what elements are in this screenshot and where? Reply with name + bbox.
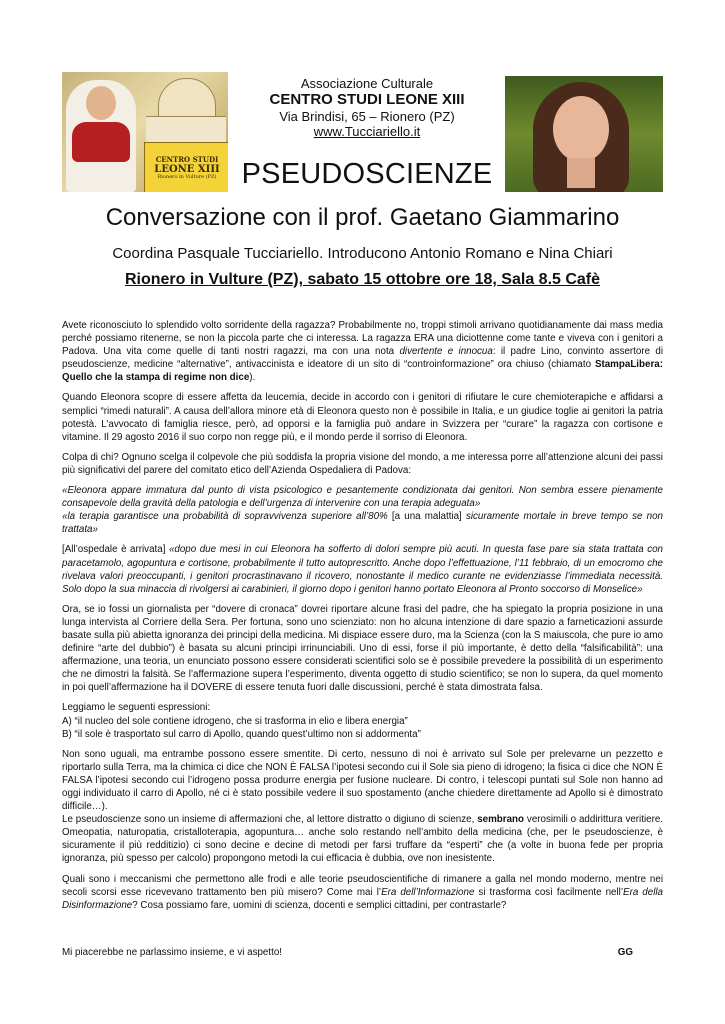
paragraph-eleonora: Quando Eleonora scopre di essere affetta da leucemia, decide in accordo con i genitori di rifiutare le cure chemioterapiche e affidarsi a semplici “rimedi naturali”. A causa dell’allora minore età di Eleonora questo non è possibile in Italia, e un giudice toglie ai genitori la patria potestà. L’avvocato di famiglia riesce, però, ad opporsi e la famiglia può andare in Svizzera per “curare” la ragazza con cortisone e vitamine. Il 29 agosto 2016 il suo corpo non regge più, e il mondo perde il sorriso di Eleonora.: [62, 392, 663, 443]
closing-text: Mi piacerebbe ne parlassimo insieme, e vi aspetto!: [62, 947, 282, 958]
coordination-line: Coordina Pasquale Tucciariello. Introducono Antonio Romano e Nina Chiari: [112, 245, 613, 262]
header: [62, 72, 663, 194]
paragraph-pseudosciences: Le pseudoscienze sono un insieme di affermazioni che, al lettore distratto o digiuno di scienze, sembrano verosimili o addirittura veritiere. Omeopatia, naturopatia, cristalloterapia, agopuntura… anche solo restando nell’ambito della medicina (che, per le pseudoscienze, è sicuramente il più redditizio) ci sono decine e decine di metodi per farsi truffare da “esperti” che (a volte in buona fede per propria ignoranza, più spesso per calcolo) propongono metodi la cui efficacia è dubbia, ove non inesistente.: [62, 814, 664, 865]
quote-hospital: [All’ospedale è arrivata] «dopo due mesi in cui Eleonora ha sofferto di dolori sempre più acuti. In questa fase pare sia stata trattata con paracetamolo, agopuntura e cortisone, probabilmente il tutto autoprescritto. Anche dopo l’effettuazione, l’11 febbraio, di un emocromo che rivelava valori preoccupanti, i genitori procrastinavano il ricovero, nonostante il medico curante ne evidenziasse l’immediata necessità. Solo dopo la sua minaccia di rivolgersi ai carabinieri, il giorno dopo i genitori hanno portato Eleonora al Pronto soccorso di Monselice»: [62, 544, 664, 595]
paragraph-intro: Avete riconosciuto lo splendido volto sorridente della ragazza? Probabilmente no, troppi stimoli arrivano quotidianamente dai mass media perché possiamo ritenerne, se non la piccola parte che ci interessa. La ragazza ERA una diciottenne come tante e viveva con i genitori a Padova. Una vita come quelle di tanti nostri ragazzi, ma con una nota divertente e innocua: il padre Lino, convinto assertore di pseudoscienze, medicine “alternative”, antivaccinista e ideatore di un sito di “controinformazione” ora chiuso (chiamato StampaLibera: Quello che la stampa di regime non dice).: [62, 320, 663, 384]
signature: GG: [617, 947, 633, 958]
association-name: CENTRO STUDI LEONE XIII: [269, 91, 465, 109]
quote-ethics-1: «Eleonora appare immatura dal punto di vista psicologico e pesantemente condizionata dai genitori. Non sembra essere pienamente consapevole della gravità della patologia e dell’urgenza di intervenire con una terapia adeguata»: [62, 485, 663, 510]
article-body: [62, 319, 663, 919]
paragraph-sun: Non sono uguali, ma entrambe possono essere smentite. Di certo, nessuno di noi è arrivato sul Sole per prelevarne un pezzetto e riportarlo sulla Terra, ma la chimica ci dice che NON È FALSA l’ipotesi secondo cui il Sole sia pieno di idrogeno; la fisica ci dice che NON È FALSA l’ipotesi secondo cui l’idrogeno possa produrre energia per fusione nucleare. Di contro, i telescopi puntati sul Sole non hanno ad oggi individuato il carro di Apollo, né ci è stato possibile vedere il suo spostamento (anche chiedere direttamente ad Apollo si è dimostrato difficile…).: [62, 748, 663, 813]
expression-a: A) “il nucleo del sole contiene idrogeno, che si trasforma in elio e libera energia”: [62, 715, 408, 727]
association-address: Via Brindisi, 65 – Rionero (PZ): [279, 109, 455, 125]
logo-line-1: CENTRO STUDI: [155, 154, 219, 164]
conversation-subtitle: Conversazione con il prof. Gaetano Giammarino: [105, 204, 620, 231]
logo-line-3: Rionero in Vulture (PZ): [157, 173, 217, 180]
association-label: Associazione Culturale: [300, 76, 434, 91]
closing-line: [62, 947, 663, 958]
event-details: Rionero in Vulture (PZ), sabato 15 ottobre ore 18, Sala 8.5 Cafè: [124, 271, 601, 288]
basilica-dome: [158, 78, 216, 120]
expression-b: B) “il sole è trasportato sul carro di Apollo, quando quest’ultimo non si addormenta”: [62, 728, 421, 740]
logo-line-2: LEONE XIII: [154, 163, 220, 175]
quote-ethics-2: «la terapia garantisce una probabilità di sopravvivenza superiore all’80% [a una malattia] sicuramente mortale in breve tempo se non trattata»: [62, 511, 663, 536]
paragraph-questions: Quali sono i meccanismi che permettono alle frodi e alle teorie pseudoscientifiche di rimanere a galla nel mondo moderno, mentre nei secoli scorsi esse ricevevano trattamento ben più misero? Come mai l’Era dell’Informazione si trasforma così facilmente nell’Era della Disinformazione? Cosa possiamo fare, uomini di scienza, docenti e semplici cittadini, per contrastarle?: [62, 873, 664, 911]
page-title: PSEUDOSCIENZE: [241, 158, 493, 190]
paragraph-falsifiability: Ora, se io fossi un giornalista per “dovere di cronaca” dovrei riportare alcune frasi del padre, che ha spiegato la propria posizione in una lunga intervista al Corriere della Sera. Per fortuna, sono uno scienziato: non ho alcuna intenzione di dare spazio a farneticazioni assurde basate sulla più abietta ignoranza dei principi della medicina. Mi dispiace essere duro, ma la Scienza (con la S maiuscola, che pure io amo definire “arte del dubbio”) è basata su alcuni principi irrinunciabili. Uno di essi, forse il più importante, è detto della “falsificabilità”: una affermazione, una teoria, un enunciato possono essere considerati scientifici solo se è possibile prevedere la possibilità di un esperimento che ne dimostri la falsità. Se l’affermazione supera l’esperimento, diventa oggetto di studio scientifico; se non lo supera, da quel momento in poi quell’affermazione ha il DOVERE di essere tenuta fuori dalle discussioni, perché è stata dimostrata falsa.: [62, 603, 663, 694]
paragraph-blame: Colpa di chi? Ognuno scelga il colpevole che più soddisfa la propria visione del mondo, a me interessa porre all’attenzione alcuni dei passi più significativi del parere del comitato etico dell’Azienda Ospedaliera di Padova:: [62, 451, 663, 476]
pope-portrait: [66, 80, 136, 192]
association-block: [237, 76, 497, 140]
logo-badge: [144, 142, 228, 192]
paragraph-expressions-intro: Leggiamo le seguenti espressioni:: [62, 702, 211, 714]
centro-studi-logo: [62, 72, 228, 192]
girl-portrait-photo: [505, 76, 663, 192]
association-website-link[interactable]: www.Tucciariello.it: [313, 124, 421, 140]
